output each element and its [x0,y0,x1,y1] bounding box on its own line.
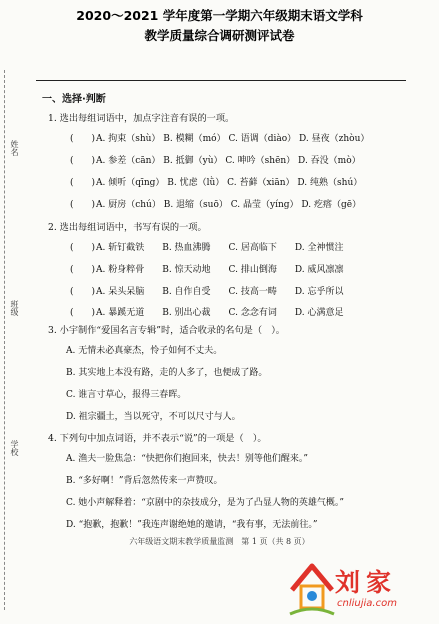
q4-option: D. “抱歉，抱歉！”我连声谢绝她的邀请，“我有事，无法前往。” [66,520,318,530]
side-label-name: 姓名 [10,140,19,156]
q1-row: ( )A. 倾听（qīng） B. 忧虑（lǜ） C. 苔藓（xiān） D. 纯熟（shú） [70,178,363,188]
q2-row: ( )A. 斩钉截铁 B. 热血沸腾 C. 居高临下 D. 全神惯注 [70,243,344,253]
logo-brand: 刘家 [335,568,398,597]
q2-row: ( )A. 粉身粹骨 B. 惊天动地 C. 排山倒海 D. 威风凛凛 [70,265,344,275]
section-title: 一、选择·判断 [42,94,106,105]
page-footer: 六年级语文期末教学质量监测 第 1 页（共 8 页） [129,537,310,546]
question-4: 4. 下列句中加点词语，并不表示“说”的一项是（ ）。 [48,433,267,444]
exam-subtitle: 教学质量综合调研测评试卷 [144,28,295,43]
q2-row: ( )A. 暴蹊无道 B. 别出心裁 C. 念念有词 D. 心满意足 [70,308,344,318]
logo-url: cnliujia.com [337,598,397,609]
q3-option: A. 无情未必真豪杰，怜子如何不丈夫。 [66,346,223,356]
side-label-class: 班级 [10,300,19,316]
header-rule [36,80,406,81]
question-2: 2. 选出每组词语中，书写有误的一项。 [48,222,207,233]
q3-option: D. 祖宗疆土，当以死守，不可以尺寸与人。 [66,412,241,422]
side-label-school: 学校 [10,440,19,456]
question-3: 3. 小宇制作“爱国名言专辑”时，适合收录的名句是（ ）。 [48,325,285,336]
exam-title: 2020～2021 学年度第一学期六年级期末语文学科 [76,8,363,23]
q4-option: B. “多好啊！”背后忽然传来一声赞叹。 [66,476,223,486]
q3-option: C. 谁言寸草心，报得三春晖。 [66,390,187,400]
q1-row: ( )A. 厨房（chú） B. 退缩（suō） C. 晶莹（yíng） D. 疙瘩（gē） [70,200,362,210]
q1-row: ( )A. 参差（cān） B. 抵御（yù） C. 呻吟（shēn） D. 吞没（mò） [70,156,361,166]
q4-option: A. 渔夫一脸焦急：“快把你们抱回来，快去！别等他们醒来。” [66,454,308,464]
binding-line [4,70,6,610]
q3-option: B. 其实地上本没有路，走的人多了，也便成了路。 [66,368,268,378]
q2-row: ( )A. 呆头呆脑 B. 自作自受 C. 技高一畴 D. 忘乎所以 [70,287,344,297]
question-1: 1. 选出每组词语中，加点字注音有误的一项。 [48,113,235,124]
q1-row: ( )A. 拘束（shù） B. 模糊（mó） C. 语调（diào） D. 昼夜（zhòu） [70,134,370,144]
q4-option: C. 她小声解释着：“京剧中的杂技成分，是为了凸显人物的英雄气概。” [66,498,344,508]
